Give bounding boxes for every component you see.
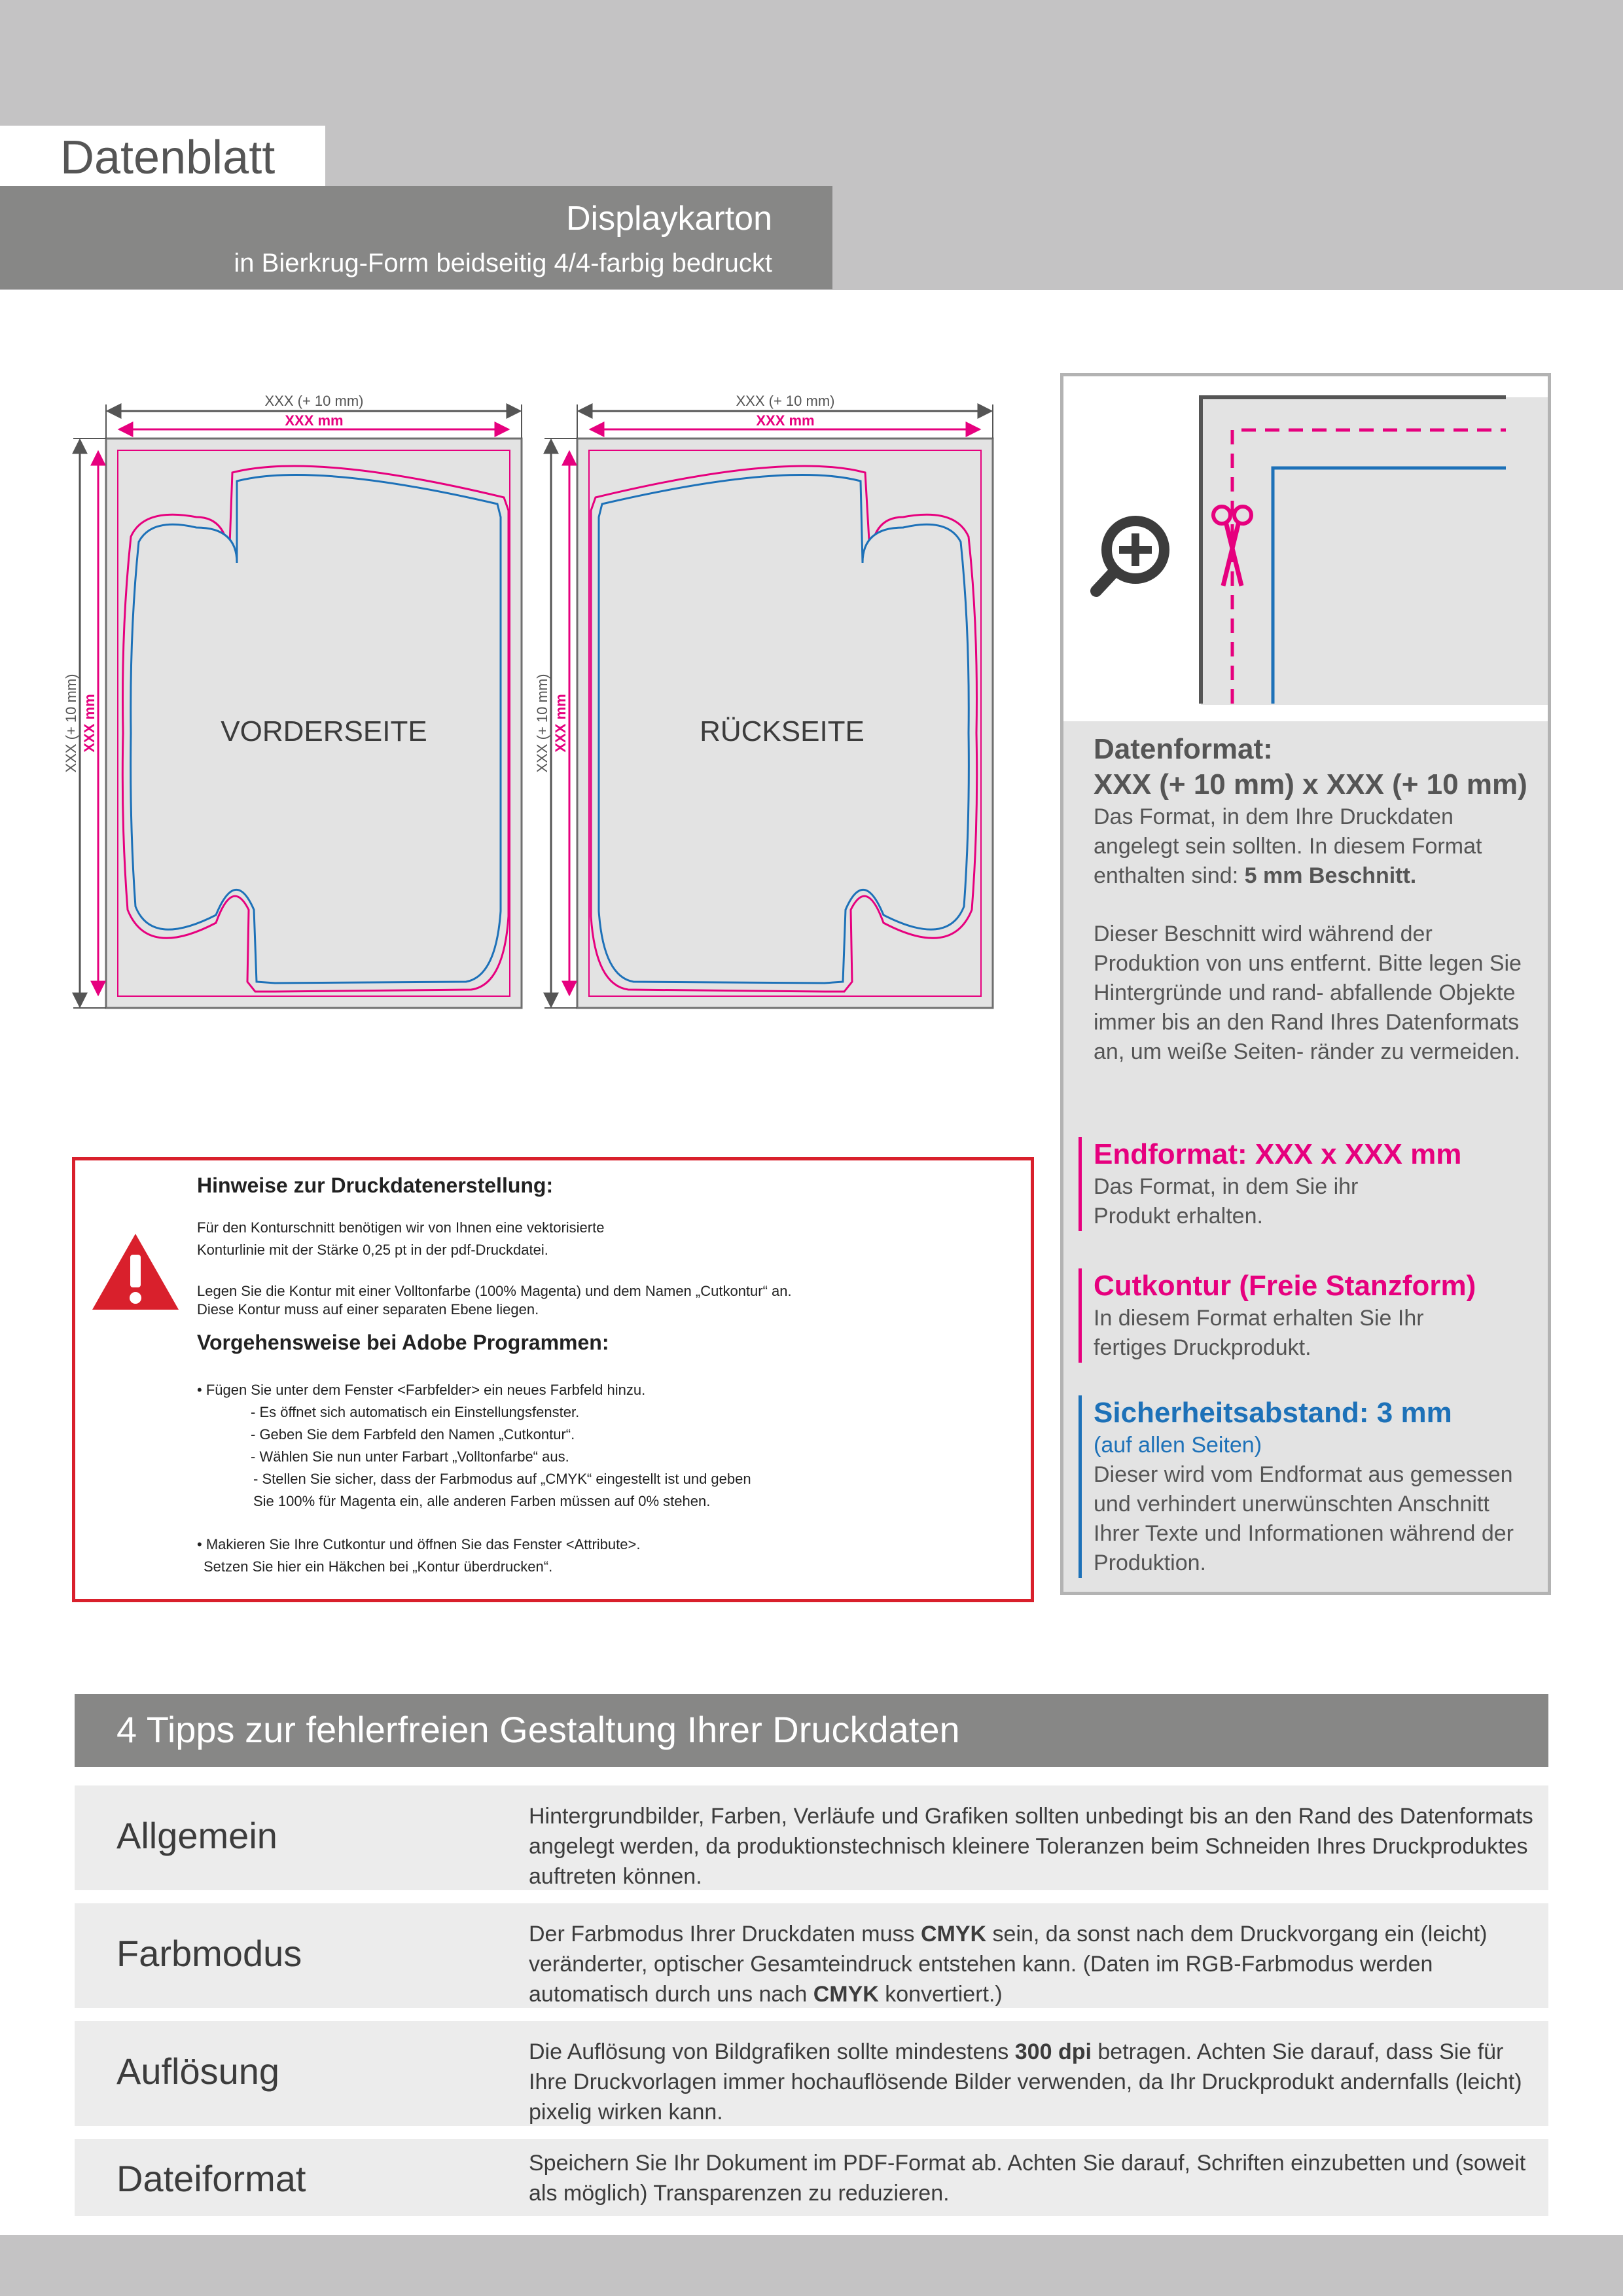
back-dim-inner-side: XXX mm: [552, 694, 569, 753]
tip-text-part: konvertiert.): [878, 1982, 1003, 2007]
cutkontur-section: [1079, 1268, 1512, 1363]
tip-text-part: betragen. Achten Sie darauf, dass Sie für Ihre Druckvorlagen immer hochauflösende Bilder verwenden, da Ihr Druckprodukt andernfalls (leicht) pixelig wirken kann.: [529, 2039, 1522, 2125]
print-notes-box: [72, 1157, 1034, 1602]
notes-line: Legen Sie die Kontur mit einer Volltonfarbe (100% Magenta) und dem Namen „Cutkontur“ an.: [197, 1283, 792, 1299]
product-title: Displaykarton: [565, 200, 772, 238]
front-dim-outer-side: XXX (+ 10 mm): [63, 673, 79, 773]
datenformat-section: [1094, 732, 1539, 1067]
sicherheit-text: Dieser wird vom Endformat aus gemessen und verhindert unerwünschten Anschnitt Ihrer Texte und Informationen während der Produktion.: [1094, 1462, 1514, 1575]
tips-heading-bar: [75, 1694, 1548, 1767]
notes-line: Konturlinie mit der Stärke 0,25 pt in der pdf-Druckdatei.: [197, 1242, 548, 1258]
tip-label: Auflösung: [116, 2051, 280, 2092]
notes-para-1: [197, 1217, 604, 1261]
tip-label: Dateiformat: [116, 2158, 306, 2199]
title-tab: [0, 126, 325, 186]
format-diagram: [0, 367, 1047, 1034]
cutkontur-heading: Cutkontur (Freie Stanzform): [1094, 1270, 1476, 1302]
tip-text-part: sein, da sonst nach dem Druckvorgang ein (leicht) veränderter, optischer Gesamteindruck entstehen kann. (Daten im RGB-Farbmodus werden automatisch durch uns nach: [529, 1922, 1488, 2007]
tip-text-part: Die Auflösung von Bildgrafiken sollte mindestens: [529, 2039, 1015, 2064]
front-dim-outer-top: XXX (+ 10 mm): [264, 393, 364, 409]
notes-line: Für den Konturschnitt benötigen wir von Ihnen eine vektorisierte: [197, 1219, 605, 1236]
step-item: - Stellen Sie sicher, dass der Farbmodus auf „CMYK“ eingestellt ist und geben: [253, 1471, 751, 1487]
step-item: Setzen Sie hier ein Häkchen bei „Kontur überdrucken“.: [204, 1558, 553, 1575]
footer-band: [0, 2235, 1623, 2296]
step-item: Sie 100% für Magenta ein, alle anderen Farben müssen auf 0% stehen.: [253, 1493, 711, 1509]
step-item: - Wählen Sie nun unter Farbart „Volltonfarbe“ aus.: [251, 1448, 569, 1465]
attribute-steps: [197, 1534, 640, 1578]
adobe-title: Vorgehensweise bei Adobe Programmen:: [197, 1331, 609, 1354]
tip-text-bold: CMYK: [813, 1982, 879, 2007]
product-subtitle: in Bierkrug-Form beidseitig 4/4-farbig bedruckt: [234, 249, 772, 278]
datenformat-size: XXX (+ 10 mm) x XXX (+ 10 mm): [1094, 768, 1527, 800]
datenformat-text: [1094, 802, 1539, 891]
tip-row-farbmodus: [75, 1903, 1548, 2008]
zoom-detail: [1060, 373, 1551, 725]
notes-title: Hinweise zur Druckdatenerstellung:: [197, 1174, 554, 1197]
tips-heading: 4 Tipps zur fehlerfreien Gestaltung Ihrer Druckdaten: [116, 1709, 960, 1750]
endformat-text: Das Format, in dem Sie ihr Produkt erhalten.: [1094, 1174, 1359, 1229]
back-dim-outer-top: XXX (+ 10 mm): [736, 393, 835, 409]
step-item: • Fügen Sie unter dem Fenster <Farbfelder> ein neues Farbfeld hinzu.: [197, 1382, 646, 1398]
cutkontur-text: In diesem Format erhalten Sie Ihr fertiges Druckprodukt.: [1094, 1306, 1424, 1360]
warning-icon: [90, 1231, 181, 1312]
page-title: Datenblatt: [60, 132, 276, 184]
adobe-steps: [197, 1379, 751, 1513]
sicherheit-heading: Sicherheitsabstand: 3 mm: [1094, 1397, 1452, 1429]
tip-text-bold: CMYK: [920, 1922, 987, 1946]
corner-detail-graphic: [1063, 376, 1548, 721]
tip-row-dateiformat: [75, 2139, 1548, 2216]
tip-text: [529, 2037, 1537, 2127]
sicherheit-section: [1079, 1395, 1539, 1578]
tip-text: Hintergrundbilder, Farben, Verläufe und Grafiken sollten unbedingt bis an den Rand des Datenformats angelegt werden, da produktionstechnisch kleinere Toleranzen beim Schneiden Ihres Druckproduktes auftreten können.: [529, 1804, 1533, 1889]
back-dim-outer-side: XXX (+ 10 mm): [534, 673, 550, 773]
datenformat-heading: Datenformat:: [1094, 733, 1273, 765]
product-bar: [0, 186, 832, 289]
step-item: - Geben Sie dem Farbfeld den Namen „Cutkontur“.: [251, 1426, 575, 1443]
front-dim-inner-top: XXX mm: [285, 412, 344, 429]
tip-label: Farbmodus: [116, 1933, 302, 1974]
step-item: - Es öffnet sich automatisch ein Einstellungsfenster.: [251, 1404, 580, 1420]
step-item: • Makieren Sie Ihre Cutkontur und öffnen Sie das Fenster <Attribute>.: [197, 1536, 641, 1552]
tip-row-allgemein: [75, 1785, 1548, 1890]
endformat-section: [1079, 1137, 1512, 1231]
magnifier-icon: [1096, 521, 1164, 591]
datenformat-text-1: Das Format, in dem Ihre Druckdaten angelegt sein sollten. In diesem Format enthalten sind:: [1094, 804, 1482, 888]
endformat-heading: Endformat: XXX x XXX mm: [1094, 1138, 1462, 1170]
datenformat-bleed: 5 mm Beschnitt.: [1244, 863, 1417, 888]
tip-text: [529, 1919, 1537, 2009]
front-dim-inner-side: XXX mm: [81, 694, 98, 753]
format-info-panel: [1060, 721, 1551, 1595]
datenformat-text-2: Dieser Beschnitt wird während der Produktion von uns entfernt. Bitte legen Sie Hintergründe und rand- abfallende Objekte immer bis an den Rand Ihres Datenformats an, um weiße Seiten- ränder zu vermeiden.: [1094, 922, 1522, 1064]
tip-text: Speichern Sie Ihr Dokument im PDF-Format ab. Achten Sie darauf, Schriften einzubetten und (soweit als möglich) Transparenzen zu reduzieren.: [529, 2151, 1526, 2206]
tip-label: Allgemein: [116, 1815, 277, 1856]
back-label: RÜCKSEITE: [700, 715, 865, 747]
back-dim-inner-top: XXX mm: [756, 412, 815, 429]
tip-text-part: Der Farbmodus Ihrer Druckdaten muss: [529, 1922, 921, 1946]
notes-line: Diese Kontur muss auf einer separaten Ebene liegen.: [197, 1301, 539, 1318]
tip-text-bold: 300 dpi: [1014, 2039, 1092, 2064]
back-sheet: [534, 393, 993, 1008]
sicherheit-sub: (auf allen Seiten): [1094, 1433, 1262, 1458]
tip-row-aufloesung: [75, 2021, 1548, 2126]
front-label: VORDERSEITE: [221, 715, 427, 747]
notes-para-2: [197, 1282, 792, 1319]
front-sheet: [63, 393, 522, 1008]
